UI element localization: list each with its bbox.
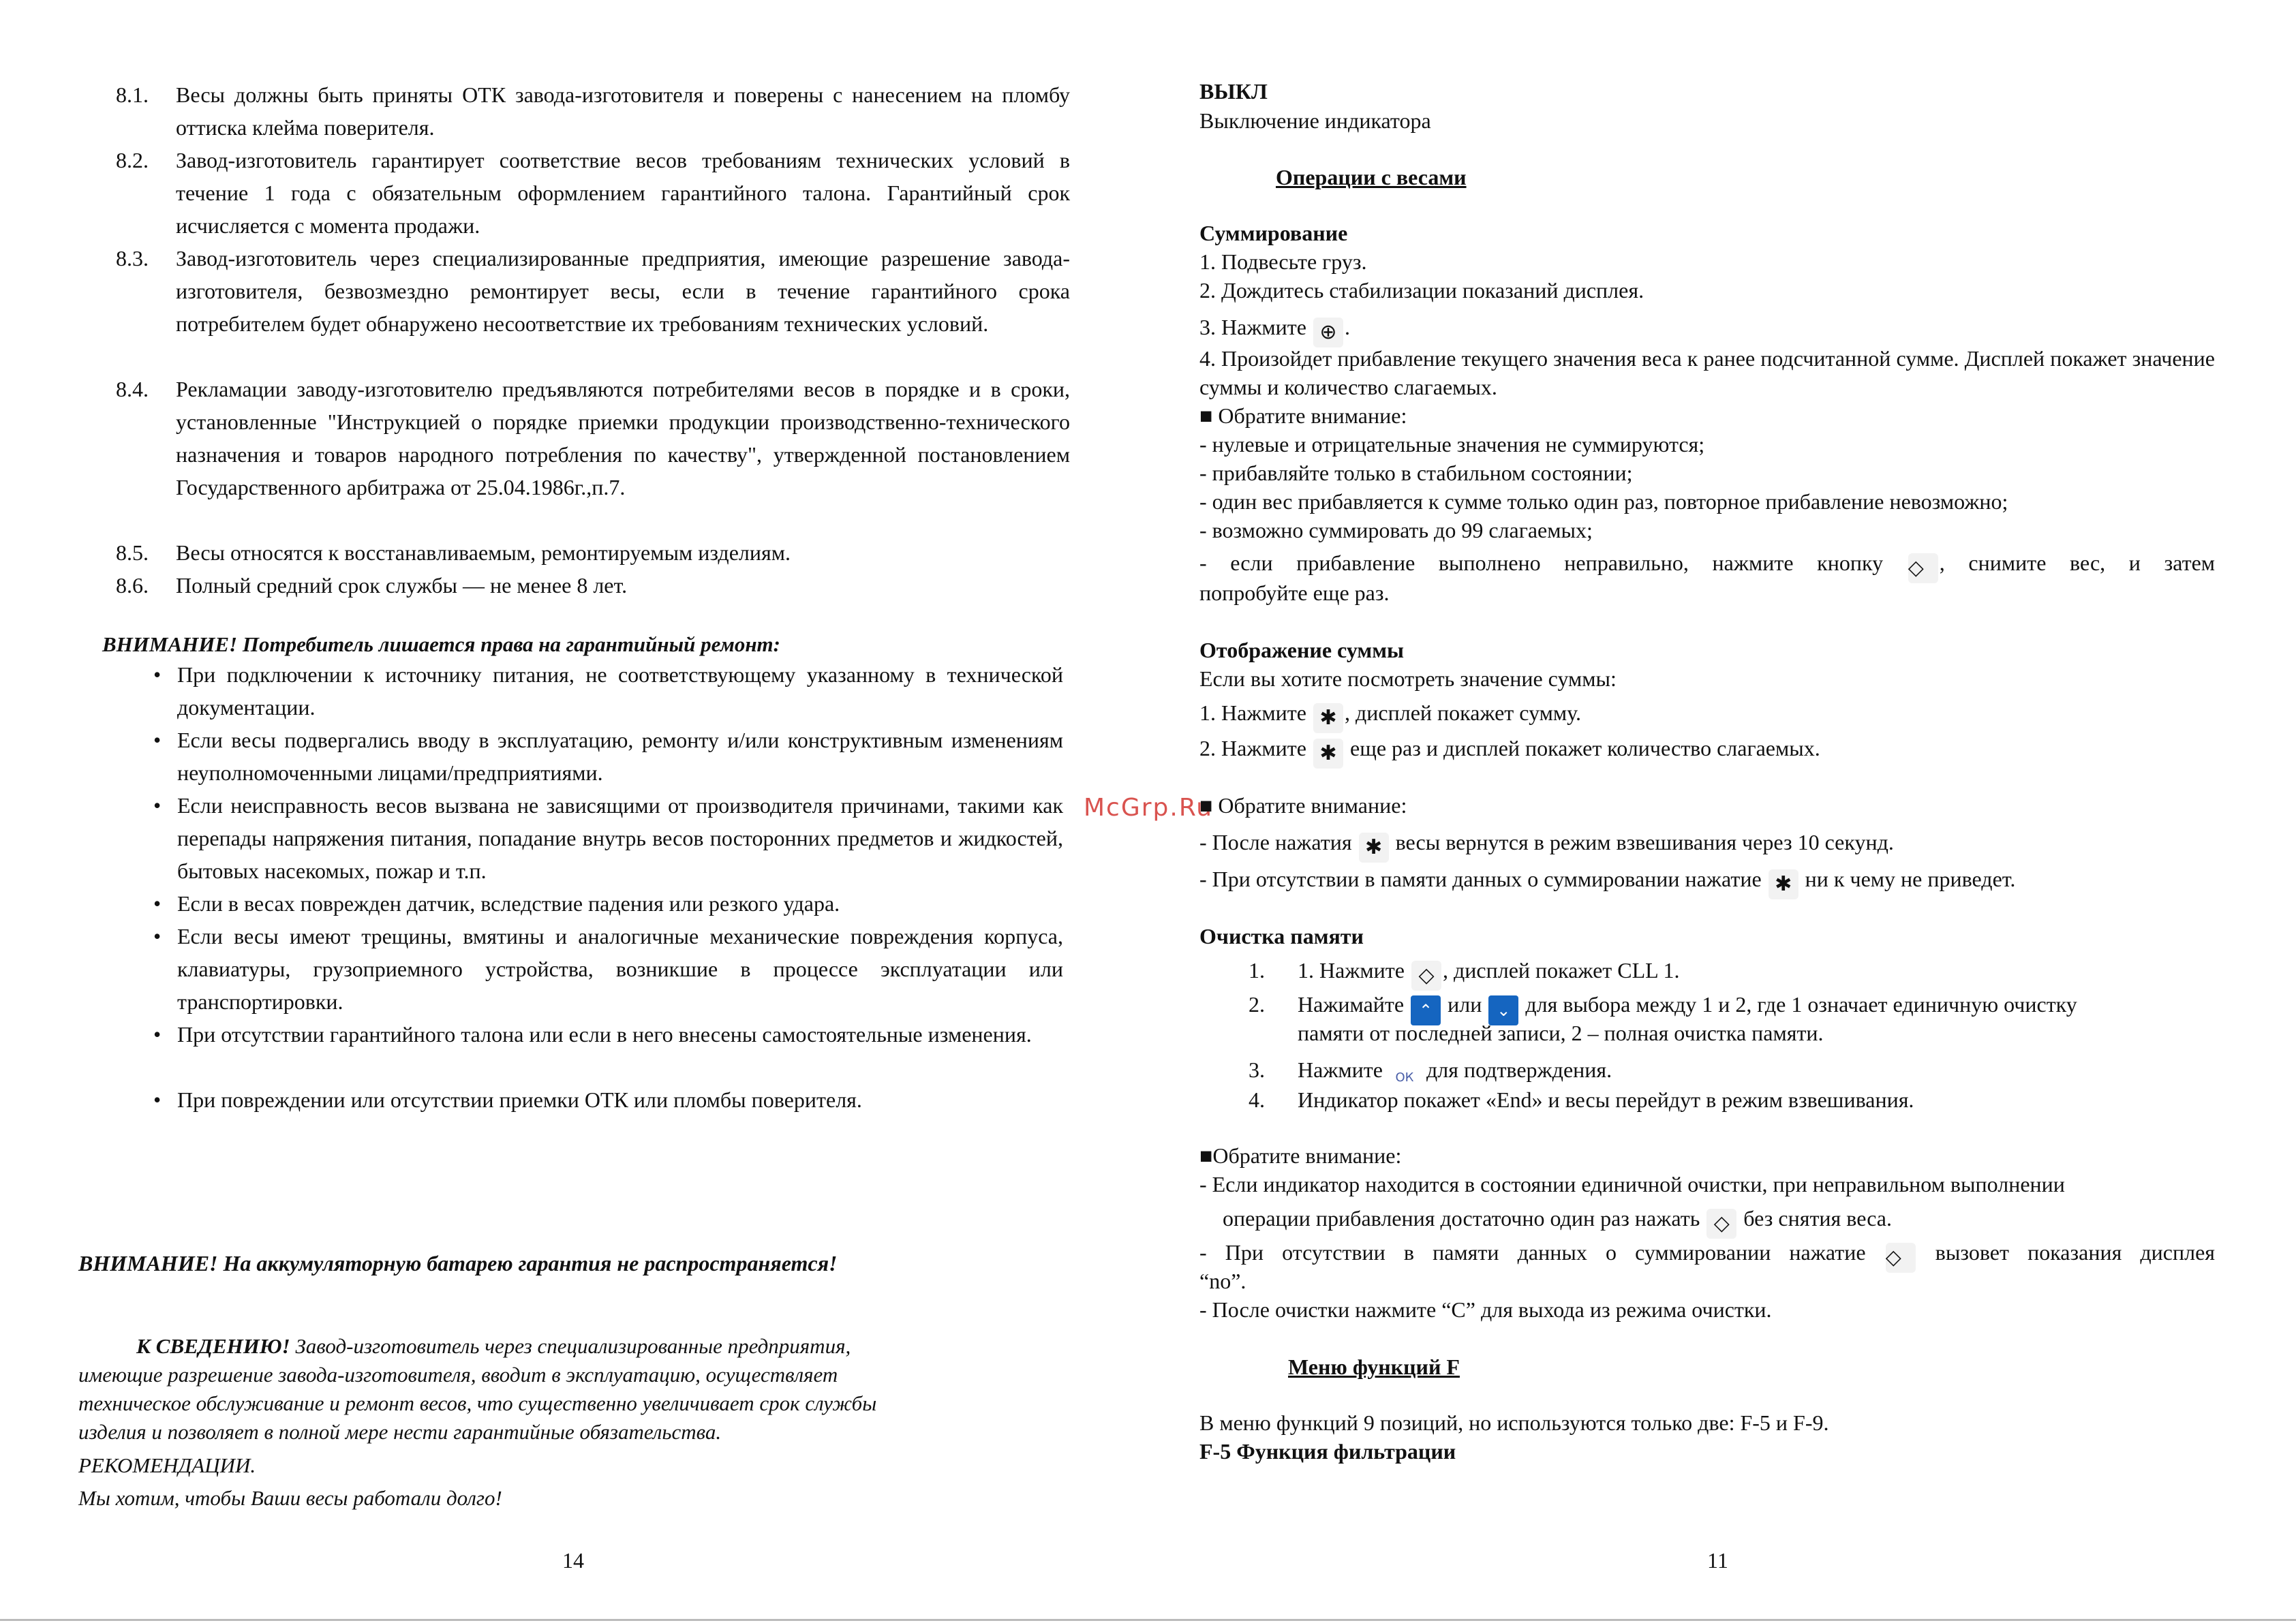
sum-step-4: 4. Произойдет прибавление текущего значения веса к ранее подсчитанной сумме. Дисплей покажет значение суммы и количество слагаемых. xyxy=(1199,346,2215,399)
bullet-item xyxy=(153,920,1063,1018)
info-line: изделия и позволяет в полной мере нести гарантийные обязательства. xyxy=(78,1420,722,1444)
operations-heading: Операции с весами xyxy=(1276,165,1467,189)
item-number: 8.4. xyxy=(116,377,149,401)
step-text: , дисплей покажет CLL 1. xyxy=(1442,958,1680,983)
item-text: Завод-изготовитель гарантирует соответствие весов требованиям технических условий в течение 1 года с обязательным оформлением гарантийного талона. Гарантийный срок исчисляется с момента продажи. xyxy=(176,148,1070,238)
note-line xyxy=(1199,827,2215,863)
info-block xyxy=(78,1332,876,1515)
function-menu-heading: Меню функций F xyxy=(1288,1355,1460,1379)
bullet-text: Если весы подвергались вводу в эксплуатацию, ремонту и/или конструктивным изменениям неуполномоченными лицами/предприятиями. xyxy=(177,728,1063,785)
clear-step-4 xyxy=(1199,1085,2215,1115)
note-line xyxy=(1223,1203,2215,1239)
sum-step-1: 1. Подвесьте груз. xyxy=(1199,249,1367,274)
step-text: Нажимайте xyxy=(1298,992,1405,1017)
note-line: - Если индикатор находится в состоянии единичной очистки, при неправильном выполнении xyxy=(1199,1172,2065,1196)
memory-key-icon: ◇ xyxy=(1411,961,1441,991)
note-text: ни к чему не приведет. xyxy=(1799,867,2016,891)
note-line: - возможно суммировать до 99 слагаемых; xyxy=(1199,518,1593,542)
bullet-dot: • xyxy=(153,1022,162,1047)
note-line: - один вес прибавляется к сумме только один раз, повторное прибавление невозможно; xyxy=(1199,489,2008,514)
right-page xyxy=(1199,0,2263,1623)
clear-step-2-continued: памяти от последней записи, 2 – полная очистка памяти. xyxy=(1298,1021,1824,1045)
clear-memory-heading: Очистка памяти xyxy=(1199,924,1364,948)
left-page xyxy=(0,0,1104,1623)
bullet-dot: • xyxy=(153,891,162,916)
item-number: 8.6. xyxy=(116,573,149,598)
note-line: - нулевые и отрицательные значения не суммируются; xyxy=(1199,432,1705,457)
item-text: Рекламации заводу-изготовителю предъявляются потребителями весов в порядке и в сроки, установленные "Инструкцией о порядке приемки продукции производственно-технического назначения и товаров народного потребления по качеству", утвержденной постановлением Государственного арбитража от 25.04.1986г.,п.7. xyxy=(176,377,1070,499)
step-text: для подтверждения. xyxy=(1420,1057,1612,1082)
bullet-text: При повреждении или отсутствии приемки ОТК или пломбы поверителя. xyxy=(177,1087,862,1112)
step-text: , дисплей покажет сумму. xyxy=(1344,700,1581,725)
off-title: ВЫКЛ xyxy=(1199,79,1268,104)
recommendations-title: РЕКОМЕНДАЦИИ. xyxy=(78,1453,256,1477)
note-text: - При отсутствии в памяти данных о суммировании нажатие xyxy=(1199,1240,1866,1265)
bullet-item xyxy=(153,1018,1063,1051)
item-text: Весы относятся к восстанавливаемым, ремонтируемым изделиям. xyxy=(176,540,791,565)
info-title: К СВЕДЕНИЮ! xyxy=(136,1334,290,1358)
star-key-icon: ✱ xyxy=(1359,833,1389,863)
note-line: - После очистки нажмите “С” для выхода из режима очистки. xyxy=(1199,1297,1772,1322)
bullet-dot: • xyxy=(153,793,162,818)
step-number: 3. xyxy=(1249,1057,1265,1082)
bullet-item xyxy=(153,724,1063,789)
ok-key-icon: ОК xyxy=(1390,1057,1420,1087)
bullet-item xyxy=(153,887,1063,920)
note-text: - При отсутствии в памяти данных о суммировании нажатие xyxy=(1199,867,1762,891)
sum-step-3 xyxy=(1199,312,2215,347)
item-text: Полный средний срок службы — не менее 8 лет. xyxy=(176,573,628,598)
warranty-item xyxy=(116,373,1070,504)
page-number-right: 11 xyxy=(1707,1548,1728,1573)
memory-key-icon: ◇ xyxy=(1886,1243,1916,1273)
step-text: 3. Нажмите xyxy=(1199,315,1306,339)
bullet-item xyxy=(153,789,1063,887)
battery-warning: ВНИМАНИЕ! На аккумуляторную батарею гарантия не распространяется! xyxy=(78,1251,838,1276)
warranty-item xyxy=(116,144,1070,242)
step-number: 1. xyxy=(1249,958,1265,983)
page-number-left: 14 xyxy=(562,1548,584,1573)
filter-function-title: F-5 Функция фильтрации xyxy=(1199,1439,1456,1464)
bullet-dot: • xyxy=(153,924,162,948)
star-key-icon: ✱ xyxy=(1313,703,1343,733)
bullet-item xyxy=(153,1083,1063,1116)
bullet-dot: • xyxy=(153,1087,162,1112)
bullet-dot: • xyxy=(153,662,162,687)
step-text: 2. Нажмите xyxy=(1199,736,1306,760)
star-key-icon: ✱ xyxy=(1313,739,1343,769)
note-text: - если прибавление выполнено неправильно, нажмите кнопку xyxy=(1199,551,1884,575)
bullet-text: При подключении к источнику питания, не соответствующему указанному в технической документации. xyxy=(177,662,1063,720)
step-text: Индикатор покажет «End» и весы перейдут в режим взвешивания. xyxy=(1298,1087,1914,1112)
memory-key-icon: ◇ xyxy=(1706,1209,1736,1239)
memory-key-icon: ◇ xyxy=(1908,553,1938,583)
note-line xyxy=(1199,864,2215,899)
info-line: имеющие разрешение завода-изготовителя, вводит в эксплуатацию, осуществляет xyxy=(78,1363,838,1387)
clear-step-3 xyxy=(1199,1055,2215,1087)
display-sum-text: Если вы хотите посмотреть значение суммы: xyxy=(1199,666,1617,691)
note-heading: ■ Обратите внимание: xyxy=(1199,403,1407,428)
display-step-2 xyxy=(1199,733,2215,769)
info-line xyxy=(78,1332,876,1361)
note-text: , снимите вес, и затем xyxy=(1939,551,2216,575)
off-text: Выключение индикатора xyxy=(1199,108,1431,133)
warranty-item xyxy=(116,78,1070,144)
note-heading: ■ Обратите внимание: xyxy=(1199,793,1407,818)
clear-step-1 xyxy=(1199,955,2215,991)
note-line: попробуйте еще раз. xyxy=(1199,581,1390,605)
item-number: 8.1. xyxy=(116,82,149,107)
page-divider xyxy=(0,1619,2296,1621)
bullet-item xyxy=(153,658,1063,724)
item-number: 8.3. xyxy=(116,246,149,270)
step-text: 1. Нажмите xyxy=(1298,958,1405,983)
bullet-text: Если неисправность весов вызвана не зависящими от производителя причинами, такими как перепады напряжения питания, попадание внутрь весов посторонних предметов и жидкостей, бытовых насекомых, пожар и т.п. xyxy=(177,793,1063,883)
item-number: 8.5. xyxy=(116,540,149,565)
info-text: Завод-изготовитель через специализированные предприятия, xyxy=(290,1334,851,1358)
watermark: McGrp.Ru xyxy=(1084,794,1214,822)
note-text: без снятия веса. xyxy=(1738,1206,1892,1231)
display-step-1 xyxy=(1199,698,2215,733)
note-line: “no”. xyxy=(1199,1269,1246,1293)
warranty-item xyxy=(116,569,1070,602)
warranty-item xyxy=(116,536,1070,569)
plus-key-icon: ⊕ xyxy=(1313,318,1343,347)
warranty-item xyxy=(116,242,1070,340)
summation-heading: Суммирование xyxy=(1199,221,1348,245)
up-arrow-key-icon: ⌃ xyxy=(1411,995,1441,1025)
step-text: 1. Нажмите xyxy=(1199,700,1306,725)
function-menu-text: В меню функций 9 позиций, но используются только две: F-5 и F-9. xyxy=(1199,1410,1829,1435)
down-arrow-key-icon: ⌄ xyxy=(1488,995,1518,1025)
warranty-loss-heading: ВНИМАНИЕ! Потребитель лишается права на гарантийный ремонт: xyxy=(102,632,780,656)
step-text: для выбора между 1 и 2, где 1 означает единичную очистку xyxy=(1520,992,2077,1017)
note-line: - прибавляйте только в стабильном состоянии; xyxy=(1199,461,1633,485)
bullet-text: При отсутствии гарантийного талона или если в него внесены самостоятельные изменения. xyxy=(177,1022,1032,1047)
item-number: 8.2. xyxy=(116,148,149,172)
step-text: или xyxy=(1442,992,1488,1017)
note-text: операции прибавления достаточно один раз нажать xyxy=(1223,1206,1700,1231)
note-heading: ■Обратите внимание: xyxy=(1199,1143,1402,1168)
recommendations-text: Мы хотим, чтобы Ваши весы работали долго! xyxy=(78,1486,502,1510)
bullet-text: Если в весах поврежден датчик, вследствие падения или резкого удара. xyxy=(177,891,840,916)
display-sum-heading: Отображение суммы xyxy=(1199,638,1404,662)
note-text: вызовет показания дисплея xyxy=(1916,1240,2216,1265)
note-text: весы вернутся в режим взвешивания через 10 секунд. xyxy=(1390,830,1894,854)
step-number: 2. xyxy=(1249,992,1265,1017)
info-line: техническое обслуживание и ремонт весов, что существенно увеличивает срок службы xyxy=(78,1391,877,1415)
step-number: 4. xyxy=(1249,1087,1265,1112)
item-text: Весы должны быть приняты ОТК завода-изготовителя и поверены с нанесением на пломбу оттиска клейма поверителя. xyxy=(176,82,1070,140)
item-text: Завод-изготовитель через специализированные предприятия, имеющие разрешение завода-изготовителя, безвозмездно ремонтирует весы, если в течение гарантийного срока потребителем будет обнаружено несоответствие их требованиям технических условий. xyxy=(176,246,1070,336)
step-text: еще раз и дисплей покажет количество слагаемых. xyxy=(1344,736,1820,760)
bullet-dot: • xyxy=(153,728,162,752)
step-text: Нажмите xyxy=(1298,1057,1383,1082)
star-key-icon: ✱ xyxy=(1769,869,1798,899)
bullet-text: Если весы имеют трещины, вмятины и аналогичные механические повреждения корпуса, клавиатуры, грузоприемного устройства, возникшие в процессе эксплуатации или транспортировки. xyxy=(177,924,1063,1014)
note-text: - После нажатия xyxy=(1199,830,1352,854)
step-text: . xyxy=(1344,315,1350,339)
sum-step-2: 2. Дождитесь стабилизации показаний дисплея. xyxy=(1199,278,1644,303)
